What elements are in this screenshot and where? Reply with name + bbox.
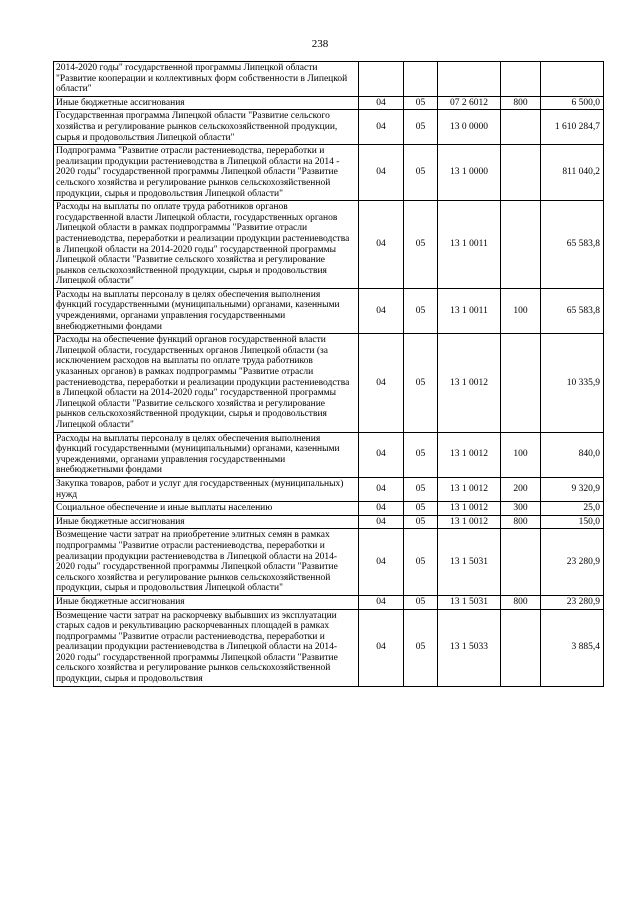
row-ministry-code-cell: [359, 62, 404, 97]
row-target-article-cell: 13 1 5033: [438, 609, 501, 686]
row-expense-type-cell: [501, 110, 541, 145]
row-expense-type-cell: [501, 609, 541, 686]
row-target-article-cell: [438, 62, 501, 97]
row-target-article-cell: 13 1 0012: [438, 477, 501, 501]
row-target-article-cell: 13 1 0012: [438, 334, 501, 432]
table-row: [54, 334, 604, 432]
row-amount-cell: 1 610 284,7: [541, 110, 604, 145]
row-name-cell: Расходы на выплаты по оплате труда работников органов государственной власти Липецкой области, государственных органов Липецкой области в рамках подпрограммы "Развитие отрасли растениеводства, переработки и реализации продукции растениеводства в Липецкой области на 2014-2020 годы" государственной программы Липецкой области "Развитие сельского хозяйства и регулирование рынков сельскохозяйственной продукции, сырья и продовольствия Липецкой области": [54, 201, 359, 289]
table-row: [54, 477, 604, 501]
table-row: [54, 145, 604, 201]
table-row: [54, 201, 604, 289]
table-row: [54, 529, 604, 596]
row-target-article-cell: 13 1 0012: [438, 502, 501, 516]
row-name-cell: Расходы на обеспечение функций органов государственной власти Липецкой области, государственных органов Липецкой области (за исключением расходов на выплаты по оплате труда работников указанных органов) в рамках подпрограммы "Развитие отрасли растениеводства, переработки и реализации продукции растениеводства в Липецкой области на 2014-2020 годы" государственной программы Липецкой области "Развитие сельского хозяйства и регулирование рынков сельскохозяйственной продукции, сырья и продовольствия Липецкой области": [54, 334, 359, 432]
row-ministry-code-cell: 04: [359, 201, 404, 289]
row-ministry-code-cell: 04: [359, 529, 404, 596]
row-target-article-cell: 13 1 0012: [438, 432, 501, 477]
row-target-article-cell: 13 0 0000: [438, 110, 501, 145]
row-name-cell: 2014-2020 годы" государственной программы Липецкой области "Развитие кооперации и коллективных форм собственности в Липецкой области": [54, 62, 359, 97]
row-ministry-code-cell: 04: [359, 334, 404, 432]
budget-table: [53, 61, 604, 687]
table-row: [54, 432, 604, 477]
row-target-article-cell: 13 1 0011: [438, 288, 501, 333]
row-ministry-code-cell: 04: [359, 110, 404, 145]
row-name-cell: Закупка товаров, работ и услуг для государственных (муниципальных) нужд: [54, 477, 359, 501]
row-section-code-cell: 05: [404, 96, 438, 110]
table-row: [54, 595, 604, 609]
row-name-cell: Иные бюджетные ассигнования: [54, 595, 359, 609]
row-section-code-cell: 05: [404, 515, 438, 529]
row-section-code-cell: 05: [404, 502, 438, 516]
row-amount-cell: [541, 62, 604, 97]
row-name-cell: Подпрограмма "Развитие отрасли растениеводства, переработки и реализации продукции растениеводства в Липецкой области на 2014 - 2020 годы" государственной программы Липецкой области "Развитие сельского хозяйства и регулирование рынков сельскохозяйственной продукции, сырья и продовольствия Липецкой области": [54, 145, 359, 201]
row-section-code-cell: 05: [404, 432, 438, 477]
row-ministry-code-cell: 04: [359, 477, 404, 501]
row-ministry-code-cell: 04: [359, 502, 404, 516]
row-expense-type-cell: [501, 529, 541, 596]
row-ministry-code-cell: 04: [359, 595, 404, 609]
row-amount-cell: 840,0: [541, 432, 604, 477]
table-row: [54, 609, 604, 686]
row-section-code-cell: 05: [404, 288, 438, 333]
row-expense-type-cell: 800: [501, 515, 541, 529]
page-number: 238: [311, 38, 329, 50]
row-section-code-cell: 05: [404, 334, 438, 432]
table-row: [54, 110, 604, 145]
row-target-article-cell: 07 2 6012: [438, 96, 501, 110]
row-amount-cell: 25,0: [541, 502, 604, 516]
row-amount-cell: 3 885,4: [541, 609, 604, 686]
row-amount-cell: 65 583,8: [541, 201, 604, 289]
row-amount-cell: 23 280,9: [541, 595, 604, 609]
row-amount-cell: 10 335,9: [541, 334, 604, 432]
row-section-code-cell: [404, 62, 438, 97]
row-expense-type-cell: 800: [501, 96, 541, 110]
row-target-article-cell: 13 1 0011: [438, 201, 501, 289]
row-section-code-cell: 05: [404, 110, 438, 145]
row-name-cell: Иные бюджетные ассигнования: [54, 515, 359, 529]
row-ministry-code-cell: 04: [359, 145, 404, 201]
row-section-code-cell: 05: [404, 609, 438, 686]
row-name-cell: Возмещение части затрат на приобретение элитных семян в рамках подпрограммы "Развитие отрасли растениеводства, переработки и реализации продукции растениеводства в Липецкой области на 2014-2020 годы" государственной программы Липецкой области "Развитие сельского хозяйства и регулирование рынков сельскохозяйственной продукции, сырья и продовольствия Липецкой области": [54, 529, 359, 596]
row-ministry-code-cell: 04: [359, 609, 404, 686]
row-ministry-code-cell: 04: [359, 288, 404, 333]
row-section-code-cell: 05: [404, 201, 438, 289]
table-row: [54, 502, 604, 516]
row-expense-type-cell: [501, 62, 541, 97]
row-name-cell: Расходы на выплаты персоналу в целях обеспечения выполнения функций государственными (муниципальными) органами, казенными учреждениями, органами управления государственными внебюджетными фондами: [54, 288, 359, 333]
row-name-cell: Социальное обеспечение и иные выплаты населению: [54, 502, 359, 516]
row-target-article-cell: 13 1 5031: [438, 595, 501, 609]
row-section-code-cell: 05: [404, 477, 438, 501]
table-row: [54, 96, 604, 110]
row-amount-cell: 811 040,2: [541, 145, 604, 201]
table-row: [54, 515, 604, 529]
row-expense-type-cell: 800: [501, 595, 541, 609]
row-ministry-code-cell: 04: [359, 432, 404, 477]
budget-table-body: [54, 62, 604, 687]
row-name-cell: Возмещение части затрат на раскорчевку выбывших из эксплуатации старых садов и рекультивацию раскорчеванных площадей в рамках подпрограммы "Развитие отрасли растениеводства, переработки и реализации продукции растениеводства в Липецкой области на 2014-2020 годы" государственной программы Липецкой области "Развитие сельского хозяйства и регулирование рынков сельскохозяйственной продукции, сырья и продовольствия: [54, 609, 359, 686]
table-row: [54, 62, 604, 97]
row-name-cell: Государственная программа Липецкой области "Развитие сельского хозяйства и регулирование рынков сельскохозяйственной продукции, сырья и продовольствия Липецкой области": [54, 110, 359, 145]
row-amount-cell: 65 583,8: [541, 288, 604, 333]
row-section-code-cell: 05: [404, 529, 438, 596]
row-section-code-cell: 05: [404, 595, 438, 609]
row-amount-cell: 23 280,9: [541, 529, 604, 596]
row-target-article-cell: 13 1 0000: [438, 145, 501, 201]
row-expense-type-cell: 300: [501, 502, 541, 516]
row-expense-type-cell: 200: [501, 477, 541, 501]
row-target-article-cell: 13 1 0012: [438, 515, 501, 529]
row-expense-type-cell: [501, 201, 541, 289]
row-name-cell: Иные бюджетные ассигнования: [54, 96, 359, 110]
row-section-code-cell: 05: [404, 145, 438, 201]
row-expense-type-cell: [501, 145, 541, 201]
row-ministry-code-cell: 04: [359, 96, 404, 110]
row-amount-cell: 6 500,0: [541, 96, 604, 110]
row-name-cell: Расходы на выплаты персоналу в целях обеспечения выполнения функций государственными (муниципальными) органами, казенными учреждениями, органами управления государственными внебюджетными фондами: [54, 432, 359, 477]
row-target-article-cell: 13 1 5031: [438, 529, 501, 596]
row-expense-type-cell: 100: [501, 432, 541, 477]
table-row: [54, 288, 604, 333]
row-expense-type-cell: 100: [501, 288, 541, 333]
row-ministry-code-cell: 04: [359, 515, 404, 529]
row-amount-cell: 9 320,9: [541, 477, 604, 501]
row-amount-cell: 150,0: [541, 515, 604, 529]
row-expense-type-cell: [501, 334, 541, 432]
